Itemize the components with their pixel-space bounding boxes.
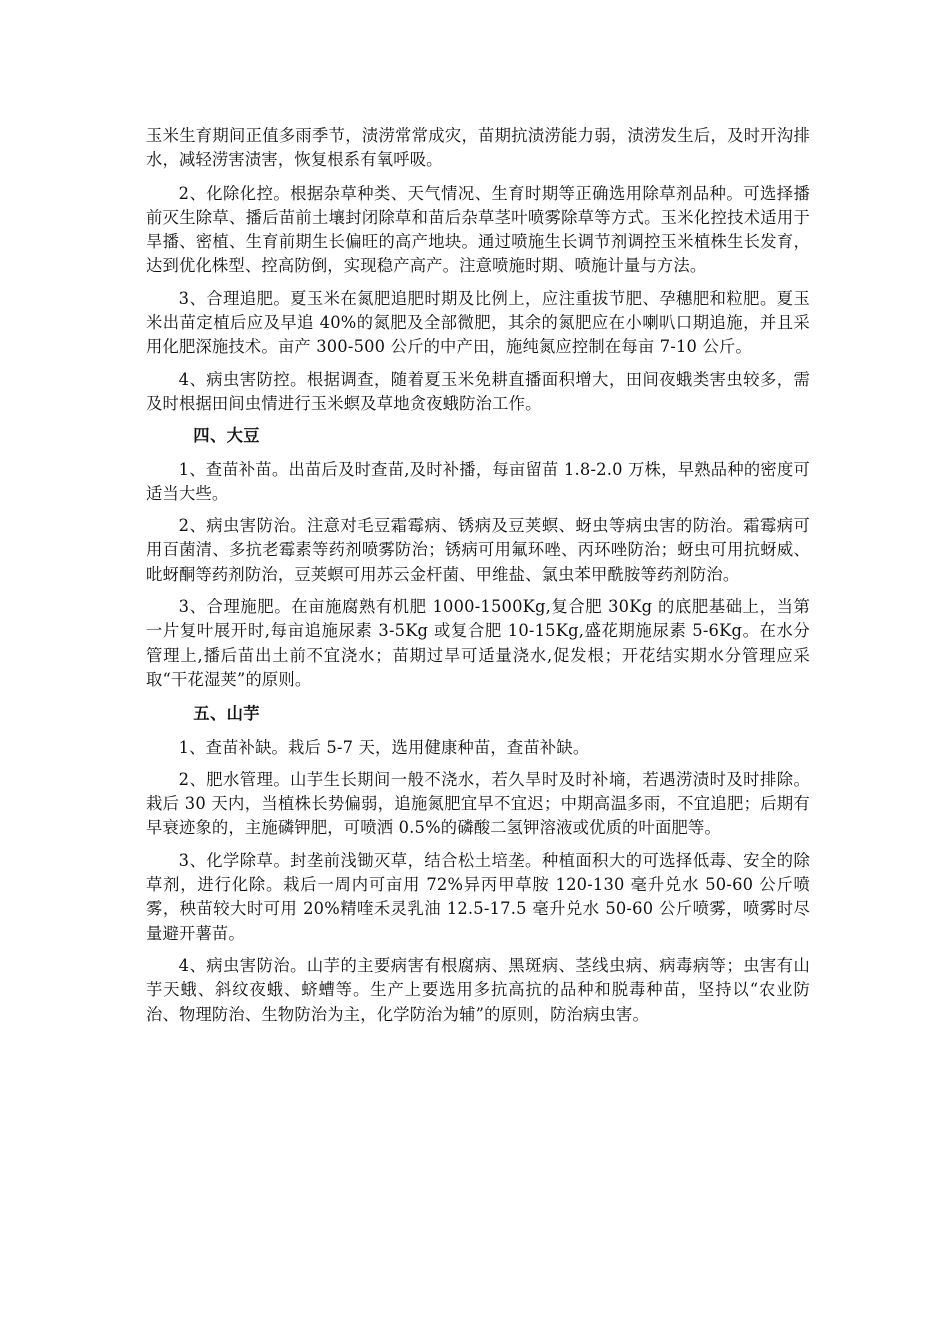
paragraph-sweet-potato-pest-control: 4、病虫害防治。山芋的主要病害有根腐病、黑斑病、茎线虫病、病毒病等；虫害有山芋天蛾、斜纹夜蛾、蛴螬等。生产上要选用多抗高抗的品种和脱毒种苗，坚持以“农业防治、物理防治、生物防治为主，化学防治为辅”的原则，防治病虫害。: [146, 955, 810, 1024]
document-page: [146, 124, 810, 1035]
paragraph-soybean-fertilizer: 3、合理施肥。在亩施腐熟有机肥 1000-1500Kg,复合肥 30Kg 的底肥基础上，当第一片复叶展开时,每亩追施尿素 3-5Kg 或复合肥 10-15Kg,盛花期施尿素 5-6Kg。在水分管理上,播后苗出土前不宜浇水；苗期过旱可适量浇水,促发根；开花结实期水分管理应采取“干花湿荚”的原则。: [146, 597, 810, 689]
paragraph-soybean-seedlings: 1、查苗补苗。出苗后及时查苗,及时补播，每亩留苗 1.8-2.0 万株，早熟品种的密度可适当大些。: [146, 459, 810, 503]
paragraph-sweet-potato-seedlings: 1、查苗补缺。栽后 5-7 天，选用健康种苗，查苗补缺。: [178, 737, 590, 757]
paragraph-corn-pest-control: 4、病虫害防控。根据调查，随着夏玉米免耕直播面积增大，田间夜蛾类害虫较多，需及时根据田间虫情进行玉米螟及草地贪夜蛾防治工作。: [146, 369, 810, 413]
paragraph-soybean-pest-control: 2、病虫害防治。注意对毛豆霜霉病、锈病及豆荚螟、蚜虫等病虫害的防治。霜霉病可用百菌清、多抗老霉素等药剂喷雾防治；锈病可用氟环唑、丙环唑防治；蚜虫可用抗蚜威、吡蚜酮等药剂防治，豆荚螟可用苏云金杆菌、甲维盐、氯虫苯甲酰胺等药剂防治。: [146, 516, 810, 584]
paragraph-corn-waterlogging: 玉米生育期间正值多雨季节，渍涝常常成灾，苗期抗渍涝能力弱，渍涝发生后，及时开沟排水，减轻涝害渍害，恢复根系有氧呼吸。: [146, 126, 810, 170]
paragraph-corn-fertilizer: 3、合理追肥。夏玉米在氮肥追肥时期及比例上，应注重拔节肥、孕穗肥和粒肥。夏玉米出苗定植后应及早追 40%的氮肥及全部微肥，其余的氮肥应在小喇叭口期追施，并且采用化肥深施技术。亩产 300-500 公斤的中产田，施纯氮应控制在每亩 7-10 公斤。: [146, 288, 810, 357]
paragraph-sweet-potato-water-fertilizer: 2、肥水管理。山芋生长期间一般不浇水，若久旱时及时补墒，若遇涝渍时及时排除。栽后 30 天内，当植株长势偏弱，追施氮肥宜早不宜迟；中期高温多雨，不宜追肥；后期有早衰迹象的，主施磷钾肥，可喷洒 0.5%的磷酸二氢钾溶液或优质的叶面肥等。: [146, 769, 810, 838]
section-heading-sweet-potato: 五、山芋: [193, 704, 260, 724]
section-heading-soybean: 四、大豆: [193, 426, 260, 446]
paragraph-corn-weed-control: 2、化除化控。根据杂草种类、天气情况、生育时期等正确选用除草剂品种。可选择播前灭生除草、播后苗前土壤封闭除草和苗后杂草茎叶喷雾除草等方式。玉米化控技术适用于旱播、密植、生育前期生长偏旺的高产地块。通过喷施生长调节剂调控玉米植株生长发育，达到优化株型、控高防倒，实现稳产高产。注意喷施时期、喷施计量与方法。: [146, 183, 810, 276]
paragraph-sweet-potato-weeding: 3、化学除草。封垄前浅锄灭草，结合松土培垄。种植面积大的可选择低毒、安全的除草剂，进行化除。栽后一周内可亩用 72%异丙甲草胺 120-130 毫升兑水 50-60 公斤喷雾，秧苗较大时可用 20%精喹禾灵乳油 12.5-17.5 毫升兑水 50-60 公斤喷雾，喷雾时尽量避开薯苗。: [146, 850, 810, 943]
